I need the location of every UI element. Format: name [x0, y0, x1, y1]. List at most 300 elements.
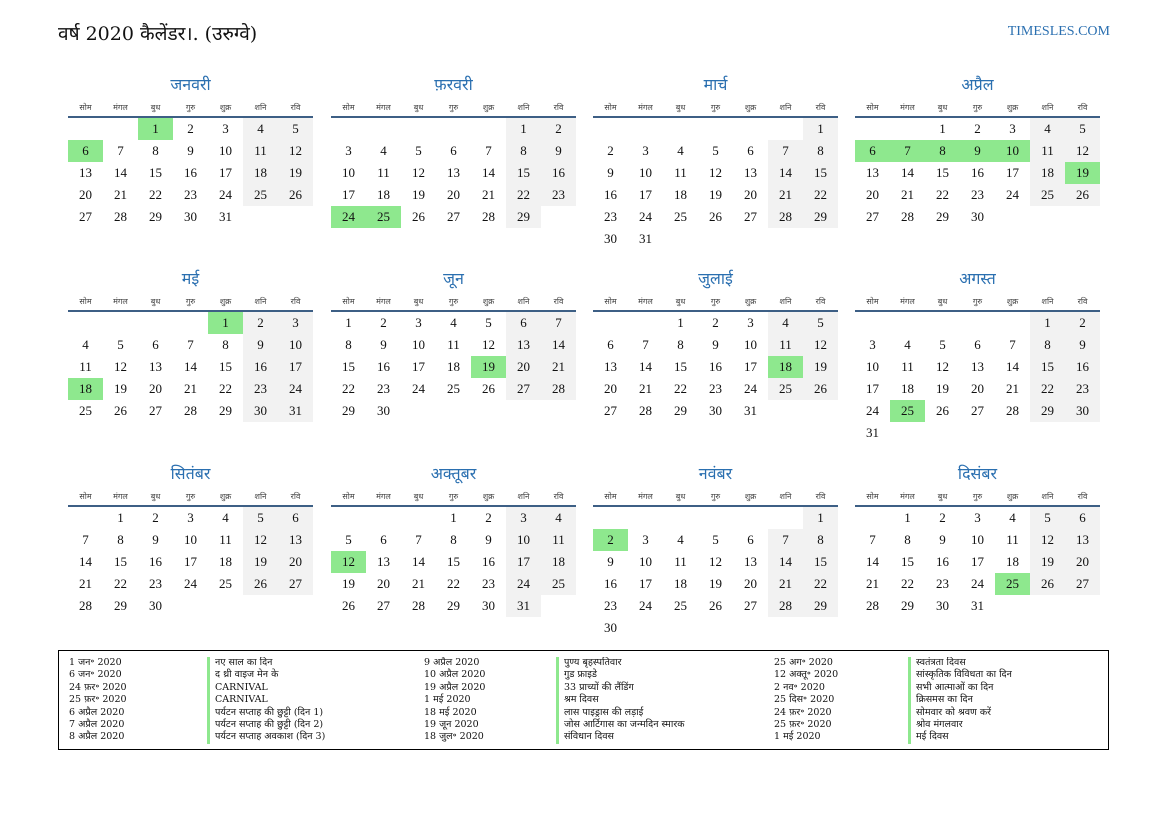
- day-cell[interactable]: 19: [412, 187, 425, 202]
- day-cell[interactable]: 3: [869, 337, 876, 352]
- day-cell[interactable]: 15: [447, 554, 460, 569]
- day-cell[interactable]: 24: [412, 381, 425, 396]
- day-cell[interactable]: 20: [377, 576, 390, 591]
- day-cell[interactable]: 23: [243, 378, 278, 400]
- day-cell[interactable]: 16: [482, 554, 495, 569]
- day-cell[interactable]: 11: [674, 554, 687, 569]
- day-cell[interactable]: 11: [447, 337, 460, 352]
- day-cell[interactable]: 25: [674, 209, 687, 224]
- day-cell[interactable]: 3: [222, 121, 229, 136]
- day-cell[interactable]: 13: [744, 554, 757, 569]
- day-cell[interactable]: 5: [278, 118, 313, 140]
- day-cell[interactable]: 18: [901, 381, 914, 396]
- day-cell[interactable]: 23: [1065, 378, 1100, 400]
- day-cell[interactable]: 4: [82, 337, 89, 352]
- day-cell[interactable]: 29: [674, 403, 687, 418]
- day-cell[interactable]: 27: [506, 378, 541, 400]
- day-cell[interactable]: 4: [768, 312, 803, 334]
- day-cell[interactable]: 16: [184, 165, 197, 180]
- day-cell[interactable]: 10: [866, 359, 879, 374]
- day-cell[interactable]: 24: [639, 209, 652, 224]
- day-cell[interactable]: 18: [243, 162, 278, 184]
- day-cell[interactable]: 6: [607, 337, 614, 352]
- day-cell[interactable]: 28: [482, 209, 495, 224]
- day-cell[interactable]: 19: [243, 551, 278, 573]
- day-cell[interactable]: 9: [541, 140, 576, 162]
- day-cell[interactable]: 9: [380, 337, 387, 352]
- day-cell[interactable]: 19: [1030, 551, 1065, 573]
- day-cell[interactable]: 14: [866, 554, 879, 569]
- day-cell[interactable]: 30: [149, 598, 162, 613]
- day-cell[interactable]: 30: [1065, 400, 1100, 422]
- day-cell[interactable]: 31: [278, 400, 313, 422]
- day-cell[interactable]: 13: [506, 334, 541, 356]
- day-cell[interactable]: 1: [803, 118, 838, 140]
- day-cell[interactable]: 24: [1006, 187, 1019, 202]
- day-cell[interactable]: 14: [639, 359, 652, 374]
- day-cell[interactable]: 9: [607, 165, 614, 180]
- day-cell[interactable]: 1: [450, 510, 457, 525]
- day-cell[interactable]: 31: [971, 598, 984, 613]
- holiday-day[interactable]: 18: [68, 378, 103, 400]
- day-cell[interactable]: 20: [604, 381, 617, 396]
- day-cell[interactable]: 9: [607, 554, 614, 569]
- holiday-day[interactable]: 10: [995, 140, 1030, 162]
- day-cell[interactable]: 15: [901, 554, 914, 569]
- day-cell[interactable]: 16: [377, 359, 390, 374]
- day-cell[interactable]: 31: [639, 231, 652, 246]
- day-cell[interactable]: 8: [117, 532, 124, 547]
- day-cell[interactable]: 15: [506, 162, 541, 184]
- day-cell[interactable]: 15: [936, 165, 949, 180]
- day-cell[interactable]: 20: [447, 187, 460, 202]
- day-cell[interactable]: 17: [219, 165, 232, 180]
- day-cell[interactable]: 14: [901, 165, 914, 180]
- day-cell[interactable]: 20: [278, 551, 313, 573]
- day-cell[interactable]: 23: [936, 576, 949, 591]
- day-cell[interactable]: 27: [1065, 573, 1100, 595]
- day-cell[interactable]: 4: [1030, 118, 1065, 140]
- day-cell[interactable]: 26: [1065, 184, 1100, 206]
- day-cell[interactable]: 24: [184, 576, 197, 591]
- day-cell[interactable]: 16: [149, 554, 162, 569]
- day-cell[interactable]: 16: [243, 356, 278, 378]
- day-cell[interactable]: 2: [187, 121, 194, 136]
- day-cell[interactable]: 27: [149, 403, 162, 418]
- day-cell[interactable]: 2: [1065, 312, 1100, 334]
- day-cell[interactable]: 17: [342, 187, 355, 202]
- day-cell[interactable]: 5: [939, 337, 946, 352]
- day-cell[interactable]: 1: [677, 315, 684, 330]
- day-cell[interactable]: 29: [447, 598, 460, 613]
- day-cell[interactable]: 22: [149, 187, 162, 202]
- day-cell[interactable]: 14: [114, 165, 127, 180]
- day-cell[interactable]: 1: [1030, 312, 1065, 334]
- day-cell[interactable]: 1: [904, 510, 911, 525]
- day-cell[interactable]: 12: [278, 140, 313, 162]
- holiday-day[interactable]: 1: [138, 118, 173, 140]
- day-cell[interactable]: 30: [709, 403, 722, 418]
- day-cell[interactable]: 29: [149, 209, 162, 224]
- day-cell[interactable]: 16: [541, 162, 576, 184]
- day-cell[interactable]: 6: [747, 143, 754, 158]
- day-cell[interactable]: 21: [541, 356, 576, 378]
- day-cell[interactable]: 5: [117, 337, 124, 352]
- holiday-day[interactable]: 7: [890, 140, 925, 162]
- day-cell[interactable]: 7: [415, 532, 422, 547]
- day-cell[interactable]: 27: [866, 209, 879, 224]
- day-cell[interactable]: 22: [447, 576, 460, 591]
- day-cell[interactable]: 8: [904, 532, 911, 547]
- holiday-day[interactable]: 9: [960, 140, 995, 162]
- day-cell[interactable]: 20: [744, 576, 757, 591]
- day-cell[interactable]: 17: [639, 576, 652, 591]
- day-cell[interactable]: 25: [219, 576, 232, 591]
- day-cell[interactable]: 5: [415, 143, 422, 158]
- day-cell[interactable]: 8: [152, 143, 159, 158]
- day-cell[interactable]: 14: [482, 165, 495, 180]
- day-cell[interactable]: 10: [278, 334, 313, 356]
- day-cell[interactable]: 21: [184, 381, 197, 396]
- day-cell[interactable]: 15: [114, 554, 127, 569]
- day-cell[interactable]: 20: [744, 187, 757, 202]
- holiday-day[interactable]: 12: [331, 551, 366, 573]
- day-cell[interactable]: 29: [219, 403, 232, 418]
- holiday-day[interactable]: 19: [1065, 162, 1100, 184]
- day-cell[interactable]: 11: [1006, 532, 1019, 547]
- day-cell[interactable]: 24: [866, 403, 879, 418]
- day-cell[interactable]: 3: [506, 507, 541, 529]
- day-cell[interactable]: 5: [485, 315, 492, 330]
- day-cell[interactable]: 22: [901, 576, 914, 591]
- day-cell[interactable]: 4: [380, 143, 387, 158]
- day-cell[interactable]: 7: [541, 312, 576, 334]
- day-cell[interactable]: 16: [1065, 356, 1100, 378]
- day-cell[interactable]: 21: [114, 187, 127, 202]
- day-cell[interactable]: 8: [677, 337, 684, 352]
- day-cell[interactable]: 15: [803, 551, 838, 573]
- day-cell[interactable]: 26: [278, 184, 313, 206]
- day-cell[interactable]: 28: [412, 598, 425, 613]
- day-cell[interactable]: 27: [79, 209, 92, 224]
- day-cell[interactable]: 21: [768, 184, 803, 206]
- day-cell[interactable]: 11: [243, 140, 278, 162]
- day-cell[interactable]: 5: [1030, 507, 1065, 529]
- day-cell[interactable]: 11: [541, 529, 576, 551]
- day-cell[interactable]: 15: [1030, 356, 1065, 378]
- day-cell[interactable]: 25: [79, 403, 92, 418]
- day-cell[interactable]: 22: [674, 381, 687, 396]
- day-cell[interactable]: 6: [974, 337, 981, 352]
- day-cell[interactable]: 23: [604, 598, 617, 613]
- day-cell[interactable]: 21: [901, 187, 914, 202]
- day-cell[interactable]: 19: [803, 356, 838, 378]
- day-cell[interactable]: 26: [803, 378, 838, 400]
- day-cell[interactable]: 26: [243, 573, 278, 595]
- day-cell[interactable]: 6: [450, 143, 457, 158]
- day-cell[interactable]: 21: [1006, 381, 1019, 396]
- day-cell[interactable]: 29: [803, 595, 838, 617]
- day-cell[interactable]: 22: [1030, 378, 1065, 400]
- holiday-day[interactable]: 6: [855, 140, 890, 162]
- day-cell[interactable]: 24: [219, 187, 232, 202]
- day-cell[interactable]: 23: [604, 209, 617, 224]
- day-cell[interactable]: 29: [114, 598, 127, 613]
- day-cell[interactable]: 7: [768, 140, 803, 162]
- day-cell[interactable]: 20: [506, 356, 541, 378]
- day-cell[interactable]: 25: [541, 573, 576, 595]
- day-cell[interactable]: 13: [377, 554, 390, 569]
- day-cell[interactable]: 21: [482, 187, 495, 202]
- day-cell[interactable]: 13: [149, 359, 162, 374]
- day-cell[interactable]: 12: [412, 165, 425, 180]
- day-cell[interactable]: 18: [674, 576, 687, 591]
- day-cell[interactable]: 12: [936, 359, 949, 374]
- day-cell[interactable]: 21: [79, 576, 92, 591]
- day-cell[interactable]: 22: [342, 381, 355, 396]
- day-cell[interactable]: 5: [712, 532, 719, 547]
- day-cell[interactable]: 28: [541, 378, 576, 400]
- day-cell[interactable]: 17: [278, 356, 313, 378]
- day-cell[interactable]: 26: [1030, 573, 1065, 595]
- day-cell[interactable]: 9: [712, 337, 719, 352]
- holiday-day[interactable]: 1: [208, 312, 243, 334]
- day-cell[interactable]: 28: [901, 209, 914, 224]
- day-cell[interactable]: 17: [506, 551, 541, 573]
- day-cell[interactable]: 24: [278, 378, 313, 400]
- day-cell[interactable]: 26: [342, 598, 355, 613]
- day-cell[interactable]: 11: [219, 532, 232, 547]
- holiday-day[interactable]: 24: [331, 206, 366, 228]
- day-cell[interactable]: 30: [604, 231, 617, 246]
- day-cell[interactable]: 10: [342, 165, 355, 180]
- day-cell[interactable]: 1: [939, 121, 946, 136]
- day-cell[interactable]: 23: [541, 184, 576, 206]
- day-cell[interactable]: 14: [184, 359, 197, 374]
- day-cell[interactable]: 4: [541, 507, 576, 529]
- day-cell[interactable]: 9: [187, 143, 194, 158]
- day-cell[interactable]: 22: [803, 184, 838, 206]
- day-cell[interactable]: 19: [342, 576, 355, 591]
- day-cell[interactable]: 27: [744, 598, 757, 613]
- day-cell[interactable]: 10: [744, 337, 757, 352]
- day-cell[interactable]: 4: [450, 315, 457, 330]
- day-cell[interactable]: 26: [936, 403, 949, 418]
- day-cell[interactable]: 28: [1006, 403, 1019, 418]
- day-cell[interactable]: 13: [79, 165, 92, 180]
- day-cell[interactable]: 31: [866, 425, 879, 440]
- day-cell[interactable]: 21: [412, 576, 425, 591]
- day-cell[interactable]: 16: [709, 359, 722, 374]
- day-cell[interactable]: 13: [971, 359, 984, 374]
- day-cell[interactable]: 23: [149, 576, 162, 591]
- day-cell[interactable]: 1: [117, 510, 124, 525]
- day-cell[interactable]: 11: [768, 334, 803, 356]
- day-cell[interactable]: 7: [642, 337, 649, 352]
- day-cell[interactable]: 15: [674, 359, 687, 374]
- day-cell[interactable]: 11: [1030, 140, 1065, 162]
- day-cell[interactable]: 25: [243, 184, 278, 206]
- day-cell[interactable]: 15: [342, 359, 355, 374]
- day-cell[interactable]: 27: [744, 209, 757, 224]
- day-cell[interactable]: 6: [152, 337, 159, 352]
- day-cell[interactable]: 8: [345, 337, 352, 352]
- day-cell[interactable]: 8: [1030, 334, 1065, 356]
- day-cell[interactable]: 3: [1009, 121, 1016, 136]
- holiday-day[interactable]: 25: [366, 206, 401, 228]
- day-cell[interactable]: 29: [342, 403, 355, 418]
- day-cell[interactable]: 22: [936, 187, 949, 202]
- day-cell[interactable]: 17: [866, 381, 879, 396]
- day-cell[interactable]: 27: [971, 403, 984, 418]
- holiday-day[interactable]: 2: [593, 529, 628, 551]
- day-cell[interactable]: 16: [936, 554, 949, 569]
- day-cell[interactable]: 25: [447, 381, 460, 396]
- day-cell[interactable]: 8: [222, 337, 229, 352]
- day-cell[interactable]: 12: [114, 359, 127, 374]
- day-cell[interactable]: 2: [243, 312, 278, 334]
- day-cell[interactable]: 17: [1006, 165, 1019, 180]
- day-cell[interactable]: 3: [642, 532, 649, 547]
- day-cell[interactable]: 1: [506, 118, 541, 140]
- day-cell[interactable]: 7: [187, 337, 194, 352]
- day-cell[interactable]: 28: [768, 206, 803, 228]
- day-cell[interactable]: 19: [278, 162, 313, 184]
- day-cell[interactable]: 22: [803, 573, 838, 595]
- day-cell[interactable]: 16: [604, 187, 617, 202]
- day-cell[interactable]: 7: [82, 532, 89, 547]
- day-cell[interactable]: 7: [485, 143, 492, 158]
- day-cell[interactable]: 12: [803, 334, 838, 356]
- holiday-day[interactable]: 18: [768, 356, 803, 378]
- day-cell[interactable]: 5: [803, 312, 838, 334]
- day-cell[interactable]: 11: [79, 359, 92, 374]
- day-cell[interactable]: 3: [345, 143, 352, 158]
- day-cell[interactable]: 4: [904, 337, 911, 352]
- day-cell[interactable]: 31: [744, 403, 757, 418]
- day-cell[interactable]: 9: [485, 532, 492, 547]
- day-cell[interactable]: 10: [639, 554, 652, 569]
- day-cell[interactable]: 13: [1065, 529, 1100, 551]
- day-cell[interactable]: 30: [184, 209, 197, 224]
- day-cell[interactable]: 2: [152, 510, 159, 525]
- day-cell[interactable]: 4: [1009, 510, 1016, 525]
- day-cell[interactable]: 4: [677, 532, 684, 547]
- day-cell[interactable]: 10: [219, 143, 232, 158]
- day-cell[interactable]: 2: [541, 118, 576, 140]
- day-cell[interactable]: 7: [869, 532, 876, 547]
- day-cell[interactable]: 6: [1065, 507, 1100, 529]
- day-cell[interactable]: 12: [1030, 529, 1065, 551]
- day-cell[interactable]: 6: [747, 532, 754, 547]
- day-cell[interactable]: 10: [412, 337, 425, 352]
- day-cell[interactable]: 3: [187, 510, 194, 525]
- day-cell[interactable]: 20: [1065, 551, 1100, 573]
- day-cell[interactable]: 2: [380, 315, 387, 330]
- day-cell[interactable]: 21: [639, 381, 652, 396]
- day-cell[interactable]: 31: [219, 209, 232, 224]
- day-cell[interactable]: 28: [114, 209, 127, 224]
- day-cell[interactable]: 10: [184, 532, 197, 547]
- day-cell[interactable]: 4: [222, 510, 229, 525]
- day-cell[interactable]: 19: [709, 576, 722, 591]
- day-cell[interactable]: 5: [243, 507, 278, 529]
- day-cell[interactable]: 6: [278, 507, 313, 529]
- day-cell[interactable]: 8: [450, 532, 457, 547]
- day-cell[interactable]: 28: [639, 403, 652, 418]
- day-cell[interactable]: 6: [506, 312, 541, 334]
- holiday-day[interactable]: 8: [925, 140, 960, 162]
- day-cell[interactable]: 7: [1009, 337, 1016, 352]
- day-cell[interactable]: 15: [803, 162, 838, 184]
- day-cell[interactable]: 24: [639, 598, 652, 613]
- day-cell[interactable]: 2: [974, 121, 981, 136]
- day-cell[interactable]: 30: [377, 403, 390, 418]
- day-cell[interactable]: 1: [803, 507, 838, 529]
- day-cell[interactable]: 23: [184, 187, 197, 202]
- day-cell[interactable]: 3: [415, 315, 422, 330]
- day-cell[interactable]: 3: [747, 315, 754, 330]
- day-cell[interactable]: 6: [380, 532, 387, 547]
- day-cell[interactable]: 19: [936, 381, 949, 396]
- day-cell[interactable]: 26: [482, 381, 495, 396]
- day-cell[interactable]: 30: [604, 620, 617, 635]
- day-cell[interactable]: 27: [278, 573, 313, 595]
- day-cell[interactable]: 5: [345, 532, 352, 547]
- day-cell[interactable]: 22: [114, 576, 127, 591]
- day-cell[interactable]: 29: [901, 598, 914, 613]
- site-link[interactable]: TIMESLES.COM: [1007, 24, 1110, 39]
- day-cell[interactable]: 29: [1030, 400, 1065, 422]
- day-cell[interactable]: 16: [604, 576, 617, 591]
- day-cell[interactable]: 20: [149, 381, 162, 396]
- day-cell[interactable]: 14: [768, 162, 803, 184]
- day-cell[interactable]: 24: [971, 576, 984, 591]
- day-cell[interactable]: 11: [901, 359, 914, 374]
- day-cell[interactable]: 23: [377, 381, 390, 396]
- day-cell[interactable]: 20: [79, 187, 92, 202]
- day-cell[interactable]: 9: [1065, 334, 1100, 356]
- day-cell[interactable]: 28: [79, 598, 92, 613]
- day-cell[interactable]: 21: [768, 573, 803, 595]
- day-cell[interactable]: 23: [971, 187, 984, 202]
- day-cell[interactable]: 18: [1030, 162, 1065, 184]
- day-cell[interactable]: 14: [1006, 359, 1019, 374]
- day-cell[interactable]: 9: [939, 532, 946, 547]
- day-cell[interactable]: 9: [152, 532, 159, 547]
- day-cell[interactable]: 22: [219, 381, 232, 396]
- day-cell[interactable]: 28: [768, 595, 803, 617]
- day-cell[interactable]: 26: [709, 598, 722, 613]
- day-cell[interactable]: 27: [377, 598, 390, 613]
- day-cell[interactable]: 8: [506, 140, 541, 162]
- day-cell[interactable]: 15: [149, 165, 162, 180]
- day-cell[interactable]: 13: [604, 359, 617, 374]
- day-cell[interactable]: 14: [541, 334, 576, 356]
- day-cell[interactable]: 29: [506, 206, 541, 228]
- day-cell[interactable]: 5: [712, 143, 719, 158]
- day-cell[interactable]: 1: [345, 315, 352, 330]
- day-cell[interactable]: 17: [184, 554, 197, 569]
- holiday-day[interactable]: 25: [890, 400, 925, 422]
- day-cell[interactable]: 13: [866, 165, 879, 180]
- day-cell[interactable]: 13: [278, 529, 313, 551]
- holiday-day[interactable]: 25: [995, 573, 1030, 595]
- day-cell[interactable]: 18: [219, 554, 232, 569]
- day-cell[interactable]: 22: [506, 184, 541, 206]
- day-cell[interactable]: 31: [506, 595, 541, 617]
- day-cell[interactable]: 2: [485, 510, 492, 525]
